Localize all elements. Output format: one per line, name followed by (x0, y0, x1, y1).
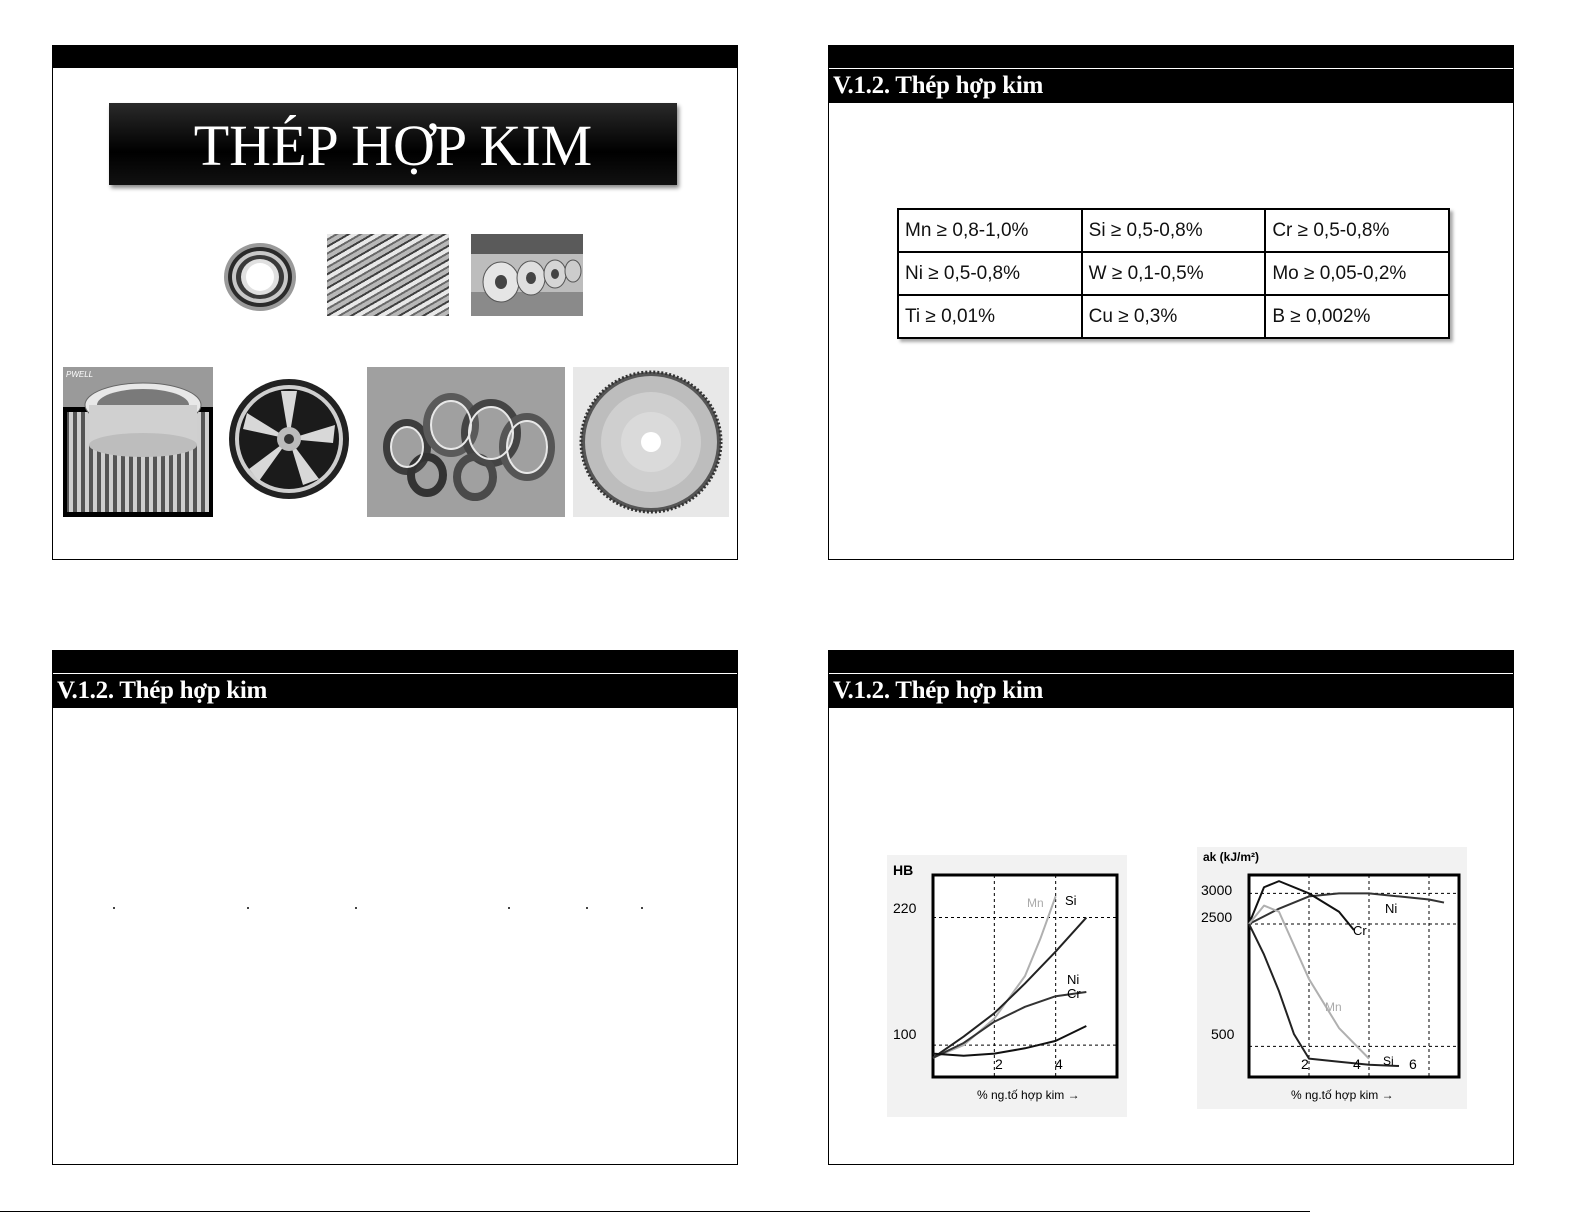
gear-photo (63, 367, 213, 517)
spring-rings-photo (221, 239, 299, 315)
table-row (898, 252, 1449, 295)
series-label-mn: Mn (1325, 1000, 1342, 1014)
series-label-si: Si (1383, 1054, 1394, 1068)
series-label-si: Si (1065, 893, 1077, 908)
series-label-cr: Cr (1353, 923, 1367, 938)
y-tick-label: 3000 (1201, 882, 1233, 898)
x-axis-label: % ng.tố hợp kim → (977, 1088, 1080, 1102)
slide-main-title: THÉP HỢP KIM (109, 103, 677, 185)
table-cell: Mo ≥ 0,05-0,2% (1265, 252, 1449, 295)
alloy-element-table (897, 208, 1450, 339)
page-bottom-rule (0, 1211, 1310, 1212)
x-tick-label: 2 (1301, 1056, 1309, 1072)
bearing-rings-photo (367, 367, 565, 517)
table-cell: Si ≥ 0,5-0,8% (1082, 209, 1266, 252)
x-tick-label: 4 (1353, 1056, 1361, 1072)
y-tick-label: 220 (893, 900, 917, 916)
x-axis-label: % ng.tố hợp kim → (1291, 1088, 1394, 1102)
table-cell: Cr ≥ 0,5-0,8% (1265, 209, 1449, 252)
hardness-chart (887, 855, 1127, 1117)
slide-heading: V.1.2. Thép hợp kim (829, 69, 1513, 103)
slide-title (52, 45, 738, 560)
slide-top-bar (829, 651, 1513, 673)
y-tick-label: 100 (893, 1026, 917, 1042)
impact-toughness-chart (1197, 847, 1467, 1109)
slide-top-bar (53, 46, 737, 68)
slide-charts (828, 650, 1514, 1165)
y-tick-label: 500 (1211, 1026, 1235, 1042)
slide-empty (52, 650, 738, 1165)
table-cell: W ≥ 0,1-0,5% (1082, 252, 1266, 295)
table-row (898, 209, 1449, 252)
slide-heading: V.1.2. Thép hợp kim (53, 674, 737, 708)
series-label-ni: Ni (1385, 901, 1398, 916)
steel-bars-photo (327, 234, 449, 316)
x-tick-label: 6 (1409, 1056, 1417, 1072)
gear-photo-label: PWELL (66, 370, 94, 379)
saw-blade-photo (573, 367, 729, 517)
table-cell: Ni ≥ 0,5-0,8% (898, 252, 1082, 295)
table-cell: Cu ≥ 0,3% (1082, 295, 1266, 338)
slide-heading: V.1.2. Thép hợp kim (829, 674, 1513, 708)
alloy-wheel-photo (223, 367, 357, 517)
table-cell: Mn ≥ 0,8-1,0% (898, 209, 1082, 252)
series-label-mn: Mn (1027, 896, 1044, 910)
series-label-ni: Ni (1067, 972, 1080, 987)
x-tick-label: 2 (995, 1056, 1003, 1072)
y-axis-label: ak (kJ/m²) (1203, 850, 1260, 864)
steel-coils-photo (471, 234, 583, 316)
y-tick-label: 2500 (1201, 909, 1233, 925)
y-axis-label: HB (893, 862, 914, 878)
table-row (898, 295, 1449, 338)
slide-top-bar (829, 46, 1513, 68)
x-tick-label: 4 (1055, 1056, 1063, 1072)
series-label-cr: Cr (1067, 986, 1081, 1001)
slide-top-bar (53, 651, 737, 673)
slide-alloy-elements (828, 45, 1514, 560)
table-cell: B ≥ 0,002% (1265, 295, 1449, 338)
table-cell: Ti ≥ 0,01% (898, 295, 1082, 338)
